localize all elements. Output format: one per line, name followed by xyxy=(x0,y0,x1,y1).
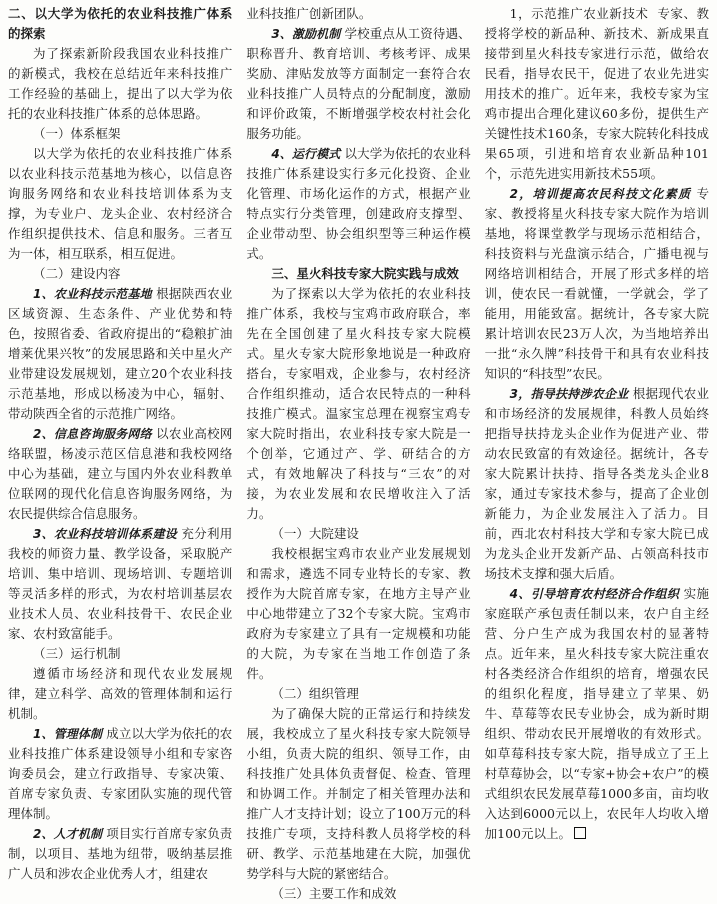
paragraph-continuation: 业科技推广创新团队。 xyxy=(246,6,372,21)
item-text: 学校重点从工资待遇、职称晋升、教育培训、考核考评、成果奖励、津贴发放等方面制定一套符合农业科技推广人员特点的分配制度，激励和评价政策，不断增强学校农村社会化服务功能。 xyxy=(246,26,471,141)
item-text: 项目实行首席专家负责制，以项目、基地为纽带，吸纳基层推广人员和涉农企业优秀人才，组建农 xyxy=(8,826,233,881)
paragraph xyxy=(8,824,232,884)
section-heading-2: 二、以大学为依托的农业科技推广体系的探索 xyxy=(8,6,233,41)
item-title: 4、引导培育农村经济合作组织 xyxy=(509,587,680,601)
item-title: 1、管理体制 xyxy=(33,727,103,741)
section-heading-3: 三、星火科技专家大院实践与成效 xyxy=(271,266,459,281)
paragraph xyxy=(485,4,709,184)
column-2 xyxy=(246,4,471,901)
paragraph xyxy=(8,724,232,824)
column-1 xyxy=(8,4,233,881)
item-title: 2，培训提高农民科技文化素质 xyxy=(509,187,692,201)
item-text: 专家、教授将星火科技专家大院作为培训基地，将课堂教学与现场示范相结合，科技资料与光盘演示结合，广播电视与网络培训相结合，开展了形式多样的培训，使农民一看就懂，一学就会，学了能用，用能致富。据统计，各专家大院累计培训农民23万人次，为当地培养出一批“永久牌”科技骨干和具有农业科技知识的“科技型”农民。 xyxy=(484,186,709,381)
item-title: 2、信息咨询服务网络 xyxy=(33,427,152,441)
paragraph: 我校根据宝鸡市农业产业发展规划和需求，遴选不同专业特长的专家、教授作为大院首席专家，在地方主导产业中心地带建立了32个专家大院。宝鸡市政府为专家建立了具有一定规模和功能的大院，为专家在当地工作创造了条件。 xyxy=(246,546,471,681)
subsection-title: （一）体系框架 xyxy=(33,126,121,141)
item-title: 1，示范推广农业新技术 xyxy=(509,6,649,21)
column-3 xyxy=(485,4,709,868)
item-text: 充分利用我校的师资力量、教学设备，采取脱产培训、集中培训、现场培训、专题培训等灵活多样的形式，为农村培训基层农业技术人员、农业科技骨干、农民企业家、农村致富能手。 xyxy=(8,526,233,641)
paragraph: 为了确保大院的正常运行和持续发展，我校成立了星火科技专家大院领导小组，负责大院的组织、领导工作，由科技推广处具体负责督促、检查、管理和协调工作。并制定了相关管理办法和推广人才支持计划；设立了100万元的科技推广专项，支持科教人员将学校的科研、教学、示范基地建在大院，加强优势学科与大院的紧密结合。 xyxy=(246,706,471,881)
paragraph xyxy=(485,184,709,384)
item-title: 3、激励机制 xyxy=(271,27,341,41)
end-of-article-icon xyxy=(574,827,586,839)
item-title: 1、农业科技示范基地 xyxy=(33,287,152,301)
paragraph xyxy=(246,24,470,144)
item-text: 根据现代农业和市场经济的发展规律，科教人员始终把指导扶持龙头企业作为促进产业、带动农民致富的有效途径。据统计，各专家大院累计扶持、指导各类龙头企业8家，通过专家技术参与，提高了企业创新能力，为企业发展注入了活力。目前，西北农村科技大学和专家大院已成为龙头企业开发新产品、占领高科技市场技术支撑和强大后盾。 xyxy=(484,386,709,581)
paragraph: 为了探索以大学为依托的农业科技推广体系，我校与宝鸡市政府联合，率先在全国创建了星火科技专家大院模式。星火专家大院形象地说是一种政府搭台，专家唱戏，企业参与，农村经济合作组织推动，适合农民特点的一种科技推广模式。温家宝总理在视察宝鸡专家大院时指出，农业科技专家大院是一个创举，它通过产、学、研结合的方式，有效地解决了科技与“三农”的对接，为农业发展和农民增收注入了活力。 xyxy=(246,286,471,521)
item-title: 3、农业科技培训体系建设 xyxy=(33,527,178,541)
item-text: 以农业高校网络联盟，杨凌示范区信息港和我校网络中心为基础，建立与国内外农业科教单位联网的现代化信息咨询服务网络，为农民提供综合信息服务。 xyxy=(8,426,233,521)
subsection-title: （一）大院建设 xyxy=(271,526,359,541)
item-title: 2、人才机制 xyxy=(33,827,103,841)
item-text: 实施家庭联产承包责任制以来，农户自主经营、分户生产成为我国农村的显著特点。近年来，星火科技专家大院注重农村各类经济合作组织的培育，增强农民的组织化程度，指导建立了苹果、奶牛、草莓等农民专业协会，成为新时期组织、带动农民开展增收的有效形式。如草莓科技专家大院，指导成立了王上村草莓协会，以“专家+协会+农户”的模式组织农民发展草莓1000多亩，亩均收入达到6000元以上，农民年人均收入增加100元以上。 xyxy=(484,586,709,841)
paragraph: 为了探索新阶段我国农业科技推广的新模式，我校在总结近年来科技推广工作经验的基础上，提出了以大学为依托的农业科技推广体系的总体思路。 xyxy=(8,46,233,121)
subsection-title: （二）组织管理 xyxy=(271,686,359,701)
paragraph: 遵循市场经济和现代农业发展规律，建立科学、高效的管理体制和运行机制。 xyxy=(8,666,233,721)
item-text: 以大学为依托的农业科技推广体系建设实行多元化投资、企业化管理、市场化运作的方式，根据产业特点实行分类管理，创建政府支撑型、企业带动型、协会组织型等三种运作模式。 xyxy=(246,146,471,261)
item-title: 4、运行模式 xyxy=(271,147,341,161)
paragraph xyxy=(246,144,470,264)
subsection-title: （三）主要工作和成效 xyxy=(271,886,397,901)
item-text: 根据陕西农业区域资源、生态条件、产业优势和特色，按照省委、省政府提出的“稳粮扩油增莱优果兴牧”的发展思路和关中星火产业带建设发展规划，建立20个农业科技示范基地，形成以杨凌为中心，辐射、带动陕西全省的示范推广网络。 xyxy=(8,286,233,421)
item-text: 专家、教授将学校的新品种、新技术、新成果直接带到星火科技专家进行示范，做给农民看，指导农民干，促进了农业先进实用技术的推广。近年来，我校专家为宝鸡市提出合理化建议60多份，提供生产关键性技术160条，专家大院转化科技成果65项，引进和培育农业新品种101个，示范先进实用新技术55项。 xyxy=(484,6,709,181)
item-text: 成立以大学为依托的农业科技推广体系建设领导小组和专家咨询委员会，建立行政指导、专家决策、首席专家负责、专家团队实施的现代管理体制。 xyxy=(8,726,233,821)
paragraph xyxy=(8,284,232,424)
paragraph: 以大学为依托的农业科技推广体系以农业科技示范基地为核心，以信息咨询服务网络和农业科技培训体系为支撑，为专业户、龙头企业、农村经济合作组织提供技术、信息和服务。三者互为一体，相互联系，相互促进。 xyxy=(8,146,233,261)
subsection-title: （三）运行机制 xyxy=(33,646,121,661)
paragraph xyxy=(8,424,232,524)
subsection-title: （二）建设内容 xyxy=(33,266,121,281)
paragraph xyxy=(485,584,709,844)
paragraph xyxy=(8,524,232,644)
item-title: 3，指导扶持涉农企业 xyxy=(509,387,629,401)
paragraph xyxy=(485,384,709,584)
